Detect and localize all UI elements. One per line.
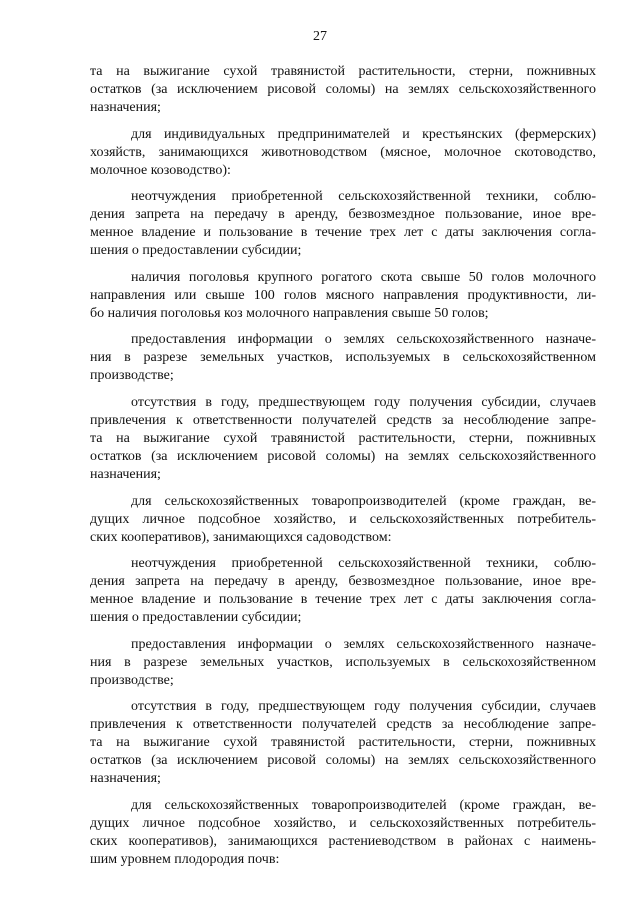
paragraph — [90, 126, 596, 180]
paragraph — [90, 63, 596, 117]
text-line: остатков (за исключением рисовой соломы) на землях сельскохозяйственного — [90, 82, 596, 97]
text-line: ских кооперативов), занимающихся растениеводством в районах с наимень- — [90, 833, 596, 849]
text-line: для сельскохозяйственных товаропроизводителей (кроме граждан, ве- — [131, 493, 596, 509]
text-line: шим уровнем плодородия почв: — [90, 851, 280, 867]
text-line: предоставления информации о землях сельскохозяйственного назначе- — [131, 332, 596, 348]
text-line: дения запрета на передачу в аренду, безвозмездное пользование, иное вре- — [90, 574, 596, 590]
paragraph — [90, 493, 596, 547]
text-line: для сельскохозяйственных товаропроизводителей (кроме граждан, ве- — [131, 797, 596, 813]
text-line: производстве; — [90, 368, 174, 384]
text-line: назначения; — [90, 771, 161, 787]
paragraph — [90, 555, 596, 627]
text-line: ских кооперативов), занимающихся садоводством: — [90, 529, 392, 545]
text-line: наличия поголовья крупного рогатого скота свыше 50 голов молочного — [131, 269, 596, 285]
text-line: хозяйств, занимающихся животноводством (мясное, молочное скотоводство, — [90, 144, 596, 160]
text-line: та на выжигание сухой травянистой растительности, стерни, пожнивных — [90, 430, 596, 446]
text-line: привлечения к ответственности получателей средств за несоблюдение запре- — [90, 412, 596, 428]
text-line: бо наличия поголовья коз молочного направления свыше 50 голов; — [90, 305, 489, 321]
text-line: остатков (за исключением рисовой соломы) на землях сельскохозяйственного — [90, 448, 596, 464]
text-line: остатков (за исключением рисовой соломы) на землях сельскохозяйственного — [90, 753, 596, 769]
paragraph — [90, 636, 596, 690]
text-line: дущих личное подсобное хозяйство, и сельскохозяйственных потребитель- — [90, 815, 596, 831]
document-body — [90, 63, 596, 878]
paragraph — [90, 188, 596, 260]
paragraph — [90, 394, 596, 484]
text-line: шения о предоставлении субсидии; — [90, 610, 302, 626]
paragraph — [90, 797, 596, 869]
text-line: направления или свыше 100 голов мясного направления продуктивности, ли- — [90, 287, 596, 303]
paragraph — [90, 331, 596, 385]
text-line: отсутствия в году, предшествующем году получения субсидии, случаев — [131, 699, 596, 715]
page-number: 27 — [313, 29, 327, 44]
text-line: та на выжигание сухой травянистой растительности, стерни, пожнивных — [90, 735, 596, 751]
text-line: производстве; — [90, 672, 174, 688]
text-line: привлечения к ответственности получателей средств за несоблюдение запре- — [90, 717, 596, 733]
text-line: дущих личное подсобное хозяйство, и сельскохозяйственных потребитель- — [90, 511, 596, 527]
text-line: для индивидуальных предпринимателей и крестьянских (фермерских) — [131, 126, 596, 142]
text-line: назначения; — [90, 100, 161, 115]
paragraph — [90, 698, 596, 788]
text-line: шения о предоставлении субсидии; — [90, 243, 302, 259]
text-line: ния в разрезе земельных участков, используемых в сельскохозяйственном — [90, 350, 596, 366]
text-line: предоставления информации о землях сельскохозяйственного назначе- — [131, 636, 596, 652]
text-line: назначения; — [90, 466, 161, 482]
text-line: та на выжигание сухой травянистой растительности, стерни, пожнивных — [90, 64, 596, 79]
text-line: молочное козоводство): — [90, 162, 231, 178]
text-line: отсутствия в году, предшествующем году получения субсидии, случаев — [131, 394, 596, 410]
text-line: дения запрета на передачу в аренду, безвозмездное пользование, иное вре- — [90, 207, 596, 223]
text-line: неотчуждения приобретенной сельскохозяйственной техники, соблю- — [131, 189, 596, 205]
paragraph — [90, 269, 596, 323]
text-line: неотчуждения приобретенной сельскохозяйственной техники, соблю- — [131, 556, 596, 572]
text-line: ния в разрезе земельных участков, используемых в сельскохозяйственном — [90, 654, 596, 670]
text-line: менное владение и пользование в течение трех лет с даты заключения согла- — [90, 592, 596, 608]
text-line: менное владение и пользование в течение трех лет с даты заключения согла- — [90, 225, 596, 241]
